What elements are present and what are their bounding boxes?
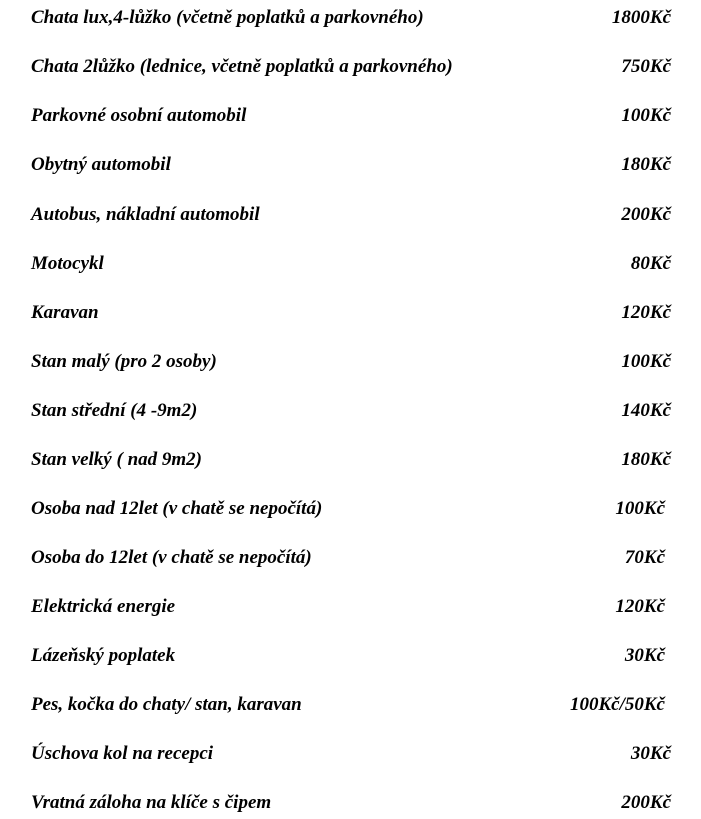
item-price: 200Kč: [621, 204, 671, 225]
item-price: 750Kč: [621, 56, 671, 77]
item-label: Osoba do 12let (v chatě se nepočítá): [31, 547, 312, 568]
item-price: 180Kč: [621, 154, 671, 175]
item-label: Osoba nad 12let (v chatě se nepočítá): [31, 498, 323, 519]
price-row: [0, 153, 701, 177]
price-row: [0, 350, 701, 374]
item-price: 120Kč: [615, 596, 665, 617]
item-label: Parkovné osobní automobil: [31, 105, 247, 126]
item-price: 100Kč/50Kč: [570, 694, 665, 715]
price-row: [0, 693, 701, 717]
item-label: Stan střední (4 -9m2): [31, 400, 198, 421]
item-price: 30Kč: [624, 645, 665, 666]
item-label: Lázeňský poplatek: [31, 645, 176, 666]
item-price: 200Kč: [621, 792, 671, 813]
item-price: 30Kč: [630, 743, 671, 764]
item-price: 1800Kč: [611, 7, 671, 28]
item-label: Karavan: [31, 302, 99, 323]
item-price: 80Kč: [630, 253, 671, 274]
item-label: Motocykl: [31, 253, 104, 274]
item-label: Pes, kočka do chaty/ stan, karavan: [31, 694, 302, 715]
item-price: 120Kč: [621, 302, 671, 323]
price-row: [0, 301, 701, 325]
price-row: [0, 104, 701, 128]
item-label: Stan velký ( nad 9m2): [31, 449, 202, 470]
item-price: 100Kč: [615, 498, 665, 519]
price-row: [0, 644, 701, 668]
item-label: Úschova kol na recepci: [31, 743, 214, 764]
price-row: [0, 546, 701, 570]
price-row: [0, 252, 701, 276]
item-label: Autobus, nákladní automobil: [31, 204, 260, 225]
item-price: 100Kč: [621, 351, 671, 372]
item-price: 70Kč: [624, 547, 665, 568]
price-row: [0, 203, 701, 227]
item-label: Elektrická energie: [31, 596, 176, 617]
item-price: 180Kč: [621, 449, 671, 470]
item-label: Chata lux,4-lůžko (včetně poplatků a parkovného): [31, 7, 424, 28]
item-label: Obytný automobil: [31, 154, 171, 175]
item-label: Stan malý (pro 2 osoby): [31, 351, 217, 372]
price-row: [0, 6, 701, 30]
price-row: [0, 448, 701, 472]
price-row: [0, 399, 701, 423]
price-row: [0, 55, 701, 79]
price-row: [0, 742, 701, 766]
item-label: Chata 2lůžko (lednice, včetně poplatků a parkovného): [31, 56, 453, 77]
item-label: Vratná záloha na klíče s čipem: [31, 792, 272, 813]
price-row: [0, 497, 701, 521]
price-row: [0, 595, 701, 619]
price-row: [0, 791, 701, 815]
item-price: 140Kč: [621, 400, 671, 421]
item-price: 100Kč: [621, 105, 671, 126]
